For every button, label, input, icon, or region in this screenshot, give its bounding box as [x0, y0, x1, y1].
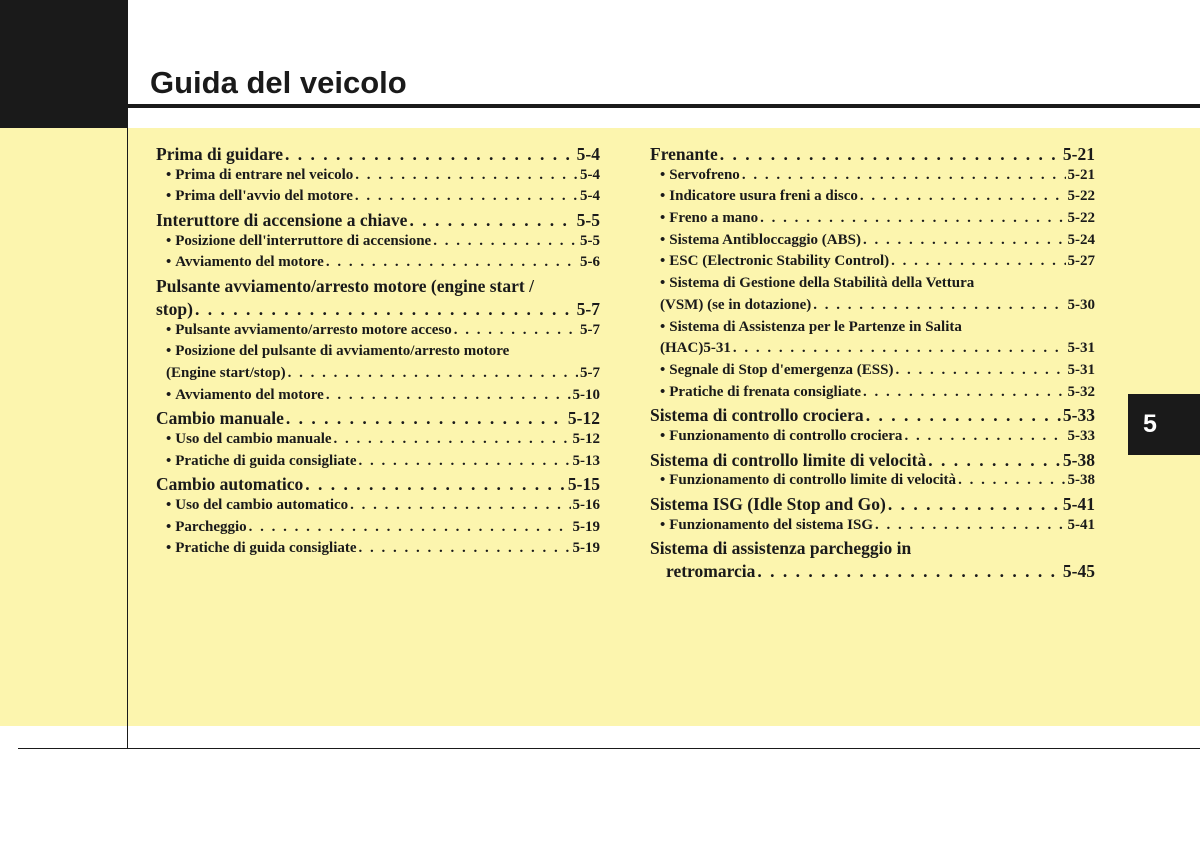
toc-page-number: 5-45 — [1062, 561, 1095, 582]
bullet-icon: • — [166, 452, 172, 469]
dot-leader — [326, 254, 578, 271]
toc-entry-label: Sistema di controllo crociera — [650, 405, 864, 426]
dot-leader — [757, 561, 1061, 582]
toc-entry-label: (HAC)5-31 — [660, 340, 731, 357]
toc-page-number: 5-6 — [580, 254, 600, 271]
toc-page-number: 5-30 — [1067, 296, 1095, 313]
bullet-icon: • — [166, 518, 172, 535]
toc-entry-subheading[interactable] — [650, 428, 1095, 450]
toc-page-number: 5-33 — [1067, 427, 1095, 444]
toc-entry-subheading[interactable] — [156, 365, 600, 387]
toc-page-number: 5-7 — [576, 298, 600, 319]
toc-page-number: 5-38 — [1067, 472, 1095, 489]
title-underline — [128, 104, 1200, 108]
toc-entry-heading[interactable] — [650, 561, 1095, 584]
toc-entry-label: Pratiche di guida consigliate — [175, 540, 357, 557]
left-divider — [127, 128, 128, 748]
dot-leader — [863, 384, 1065, 401]
toc-entry-label: Frenante — [650, 144, 718, 164]
toc-entry-label: Sistema di controllo limite di velocità — [650, 449, 927, 470]
dot-leader — [895, 362, 1065, 379]
toc-page-number: 5-31 — [1067, 340, 1095, 357]
toc-entry-subheading[interactable] — [650, 384, 1095, 406]
toc-page-number: 5-19 — [572, 540, 600, 557]
toc-entry-heading[interactable] — [650, 144, 1095, 167]
toc-page-number: 5-7 — [580, 321, 600, 338]
toc-page-number: 5-12 — [572, 430, 600, 447]
bullet-icon: • — [660, 472, 666, 489]
bullet-icon: • — [660, 231, 666, 248]
bullet-icon: • — [660, 166, 666, 183]
toc-page-number: 5-41 — [1067, 516, 1095, 533]
page-title: Guida del veicolo — [150, 65, 407, 100]
toc-entry-heading — [650, 538, 1095, 561]
toc-page-number: 5-27 — [1067, 253, 1095, 270]
dot-leader — [891, 253, 1065, 270]
dot-leader — [958, 472, 1065, 489]
bullet-icon: • — [166, 166, 172, 183]
toc-page-number: 5-5 — [576, 210, 600, 231]
bullet-icon: • — [660, 516, 666, 533]
toc-page-number: 5-4 — [576, 144, 600, 164]
dot-leader — [359, 540, 571, 557]
dot-leader — [720, 144, 1061, 165]
dot-leader — [359, 453, 571, 470]
toc-entry-subheading[interactable] — [156, 233, 600, 255]
dot-leader — [454, 322, 578, 339]
dot-leader — [888, 494, 1061, 515]
toc-entry-label: Indicatore usura freni a disco — [669, 188, 858, 205]
toc-page-number: 5-33 — [1062, 405, 1095, 426]
toc-entry-label: Sistema di Gestione della Stabilità della Vettura — [669, 275, 975, 292]
dot-leader — [355, 167, 578, 184]
toc-entry-subheading[interactable] — [650, 167, 1095, 189]
corner-block — [0, 0, 128, 128]
dot-leader — [742, 167, 1066, 184]
toc-page-number: 5-16 — [572, 497, 600, 513]
toc-page-number: 5-19 — [572, 518, 600, 535]
toc-entry-heading[interactable] — [156, 144, 600, 167]
toc-column-right — [650, 144, 1095, 584]
toc-entry-label: Sistema ISG (Idle Stop and Go) — [650, 494, 886, 514]
toc-entry-label: ESC (Electronic Stability Control) — [669, 253, 890, 270]
toc-page-number: 5-31 — [1067, 361, 1095, 378]
bullet-icon: • — [166, 343, 172, 360]
toc-entry-label: (VSM) (se in dotazione) — [660, 296, 812, 313]
toc-entry-label: Avviamento del motore — [175, 254, 324, 271]
bullet-icon: • — [660, 210, 666, 227]
toc-entry-heading[interactable] — [156, 474, 600, 497]
toc-entry-label: Avviamento del motore — [175, 386, 324, 403]
dot-leader — [409, 210, 574, 231]
dot-leader — [433, 233, 578, 250]
bullet-icon: • — [166, 540, 172, 557]
dot-leader — [875, 517, 1065, 534]
toc-entry-label: Sistema Antibloccaggio (ABS) — [669, 231, 861, 248]
bottom-divider — [18, 748, 1200, 749]
toc-entry-heading[interactable] — [156, 210, 600, 233]
toc-page-number: 5-4 — [580, 188, 600, 205]
toc-entry-label: Funzionamento del sistema ISG — [669, 516, 874, 533]
dot-leader — [286, 408, 566, 429]
toc-entry-heading[interactable] — [650, 450, 1095, 473]
toc-entry-subheading — [650, 319, 1095, 341]
toc-entry-label: Posizione del pulsante di avviamento/arresto motore — [175, 343, 510, 360]
toc-entry-label: Funzionamento di controllo crociera — [669, 427, 903, 444]
dot-leader — [733, 340, 1066, 357]
toc-entry-label: Prima di guidare — [156, 144, 284, 164]
toc-entry-subheading[interactable] — [156, 387, 600, 409]
toc-entry-label: Pulsante avviamento/arresto motore (engine start / — [156, 276, 534, 297]
toc-entry-subheading[interactable] — [156, 188, 600, 210]
toc-entry-label: Prima dell'avvio del motore — [175, 188, 353, 205]
bullet-icon: • — [166, 188, 172, 205]
toc-entry-subheading[interactable] — [650, 232, 1095, 254]
bullet-icon: • — [660, 427, 666, 444]
dot-leader — [285, 144, 575, 165]
toc-entry-label: Funzionamento di controllo limite di velocità — [669, 472, 957, 489]
toc-entry-label: Prima di entrare nel veicolo — [175, 166, 354, 183]
toc-entry-label: Uso del cambio automatico — [175, 497, 349, 513]
toc-entry-subheading[interactable] — [650, 517, 1095, 539]
toc-entry-label: Pulsante avviamento/arresto motore acceso — [175, 321, 452, 338]
toc-entry-label: Interuttore di accensione a chiave — [156, 210, 408, 231]
toc-entry-subheading[interactable] — [156, 322, 600, 344]
dot-leader — [334, 431, 571, 448]
toc-entry-label: Sistema di assistenza parcheggio in — [650, 538, 912, 559]
toc-entry-subheading[interactable] — [650, 362, 1095, 384]
dot-leader — [305, 474, 566, 495]
toc-column-left — [156, 144, 600, 562]
toc-page-number: 5-41 — [1062, 494, 1095, 514]
dot-leader — [866, 405, 1061, 426]
dot-leader — [863, 232, 1066, 249]
dot-leader — [904, 428, 1065, 445]
toc-page-number: 5-5 — [580, 232, 600, 249]
toc-entry-subheading[interactable] — [156, 540, 600, 562]
bullet-icon: • — [660, 188, 666, 205]
toc-page-number: 5-38 — [1062, 449, 1095, 470]
dot-leader — [928, 450, 1061, 471]
toc-entry-heading[interactable] — [156, 408, 600, 431]
bullet-icon: • — [166, 497, 172, 513]
bullet-icon: • — [660, 318, 666, 335]
toc-entry-subheading[interactable] — [650, 340, 1095, 362]
toc-entry-label: Segnale di Stop d'emergenza (ESS) — [669, 361, 894, 378]
chapter-tab: 5 — [1128, 394, 1200, 455]
toc-entry-subheading[interactable] — [156, 254, 600, 276]
dot-leader — [813, 297, 1065, 314]
toc-page-number: 5-7 — [580, 364, 600, 381]
toc-page-number: 5-13 — [572, 452, 600, 469]
toc-entry-subheading[interactable] — [156, 497, 600, 519]
toc-entry-heading[interactable] — [650, 405, 1095, 428]
toc-entry-subheading[interactable] — [156, 167, 600, 189]
toc-page-number: 5-15 — [567, 474, 600, 495]
toc-entry-label: Freno a mano — [669, 210, 759, 227]
dot-leader — [860, 188, 1066, 205]
bullet-icon: • — [660, 275, 666, 292]
toc-page-number: 5-4 — [580, 166, 600, 183]
dot-leader — [326, 387, 571, 404]
toc-page-number: 5-21 — [1062, 144, 1095, 164]
toc-entry-label: Parcheggio — [175, 518, 247, 535]
bullet-icon: • — [166, 254, 172, 271]
bullet-icon: • — [166, 321, 172, 338]
toc-entry-label: Cambio automatico — [156, 474, 304, 495]
toc-entry-heading[interactable] — [156, 299, 600, 322]
bullet-icon: • — [166, 430, 172, 447]
toc-page-number: 5-32 — [1067, 383, 1095, 400]
toc-entry-label: retromarcia — [666, 561, 756, 582]
bullet-icon: • — [660, 361, 666, 378]
toc-entry-subheading[interactable] — [156, 431, 600, 453]
dot-leader — [249, 519, 571, 536]
dot-leader — [288, 365, 578, 382]
toc-entry-label: Posizione dell'interruttore di accensione — [175, 232, 432, 249]
toc-entry-subheading[interactable] — [650, 210, 1095, 232]
toc-entry-label: Cambio manuale — [156, 408, 284, 429]
toc-entry-label: Pratiche di frenata consigliate — [669, 383, 862, 400]
toc-entry-label: Servofreno — [669, 166, 740, 183]
toc-entry-subheading[interactable] — [156, 453, 600, 475]
toc-entry-label: Uso del cambio manuale — [175, 430, 332, 447]
toc-page-number: 5-22 — [1067, 188, 1095, 205]
dot-leader — [350, 497, 570, 514]
dot-leader — [760, 210, 1065, 227]
bullet-icon: • — [166, 232, 172, 249]
toc-entry-heading — [156, 276, 600, 299]
toc-entry-subheading[interactable] — [650, 188, 1095, 210]
bullet-icon: • — [166, 386, 172, 403]
toc-entry-label: stop) — [156, 298, 193, 319]
toc-entry-label: Pratiche di guida consigliate — [175, 452, 357, 469]
dot-leader — [195, 299, 575, 320]
bullet-icon: • — [660, 253, 666, 270]
toc-entry-subheading[interactable] — [156, 519, 600, 541]
dot-leader — [355, 188, 578, 205]
toc-entry-heading[interactable] — [650, 494, 1095, 517]
toc-page-number: 5-24 — [1067, 231, 1095, 248]
bullet-icon: • — [660, 383, 666, 400]
toc-entry-subheading[interactable] — [650, 253, 1095, 275]
toc-entry-subheading[interactable] — [650, 297, 1095, 319]
toc-entry-subheading[interactable] — [650, 472, 1095, 494]
toc-entry-subheading — [650, 275, 1095, 297]
toc-page-number: 5-10 — [572, 386, 600, 403]
toc-page-number: 5-22 — [1067, 210, 1095, 227]
toc-page-number: 5-12 — [567, 408, 600, 429]
toc-entry-subheading — [156, 343, 600, 365]
toc-entry-label: Sistema di Assistenza per le Partenze in Salita — [669, 318, 962, 335]
toc-page-number: 5-21 — [1067, 166, 1095, 183]
toc-entry-label: (Engine start/stop) — [166, 364, 286, 381]
